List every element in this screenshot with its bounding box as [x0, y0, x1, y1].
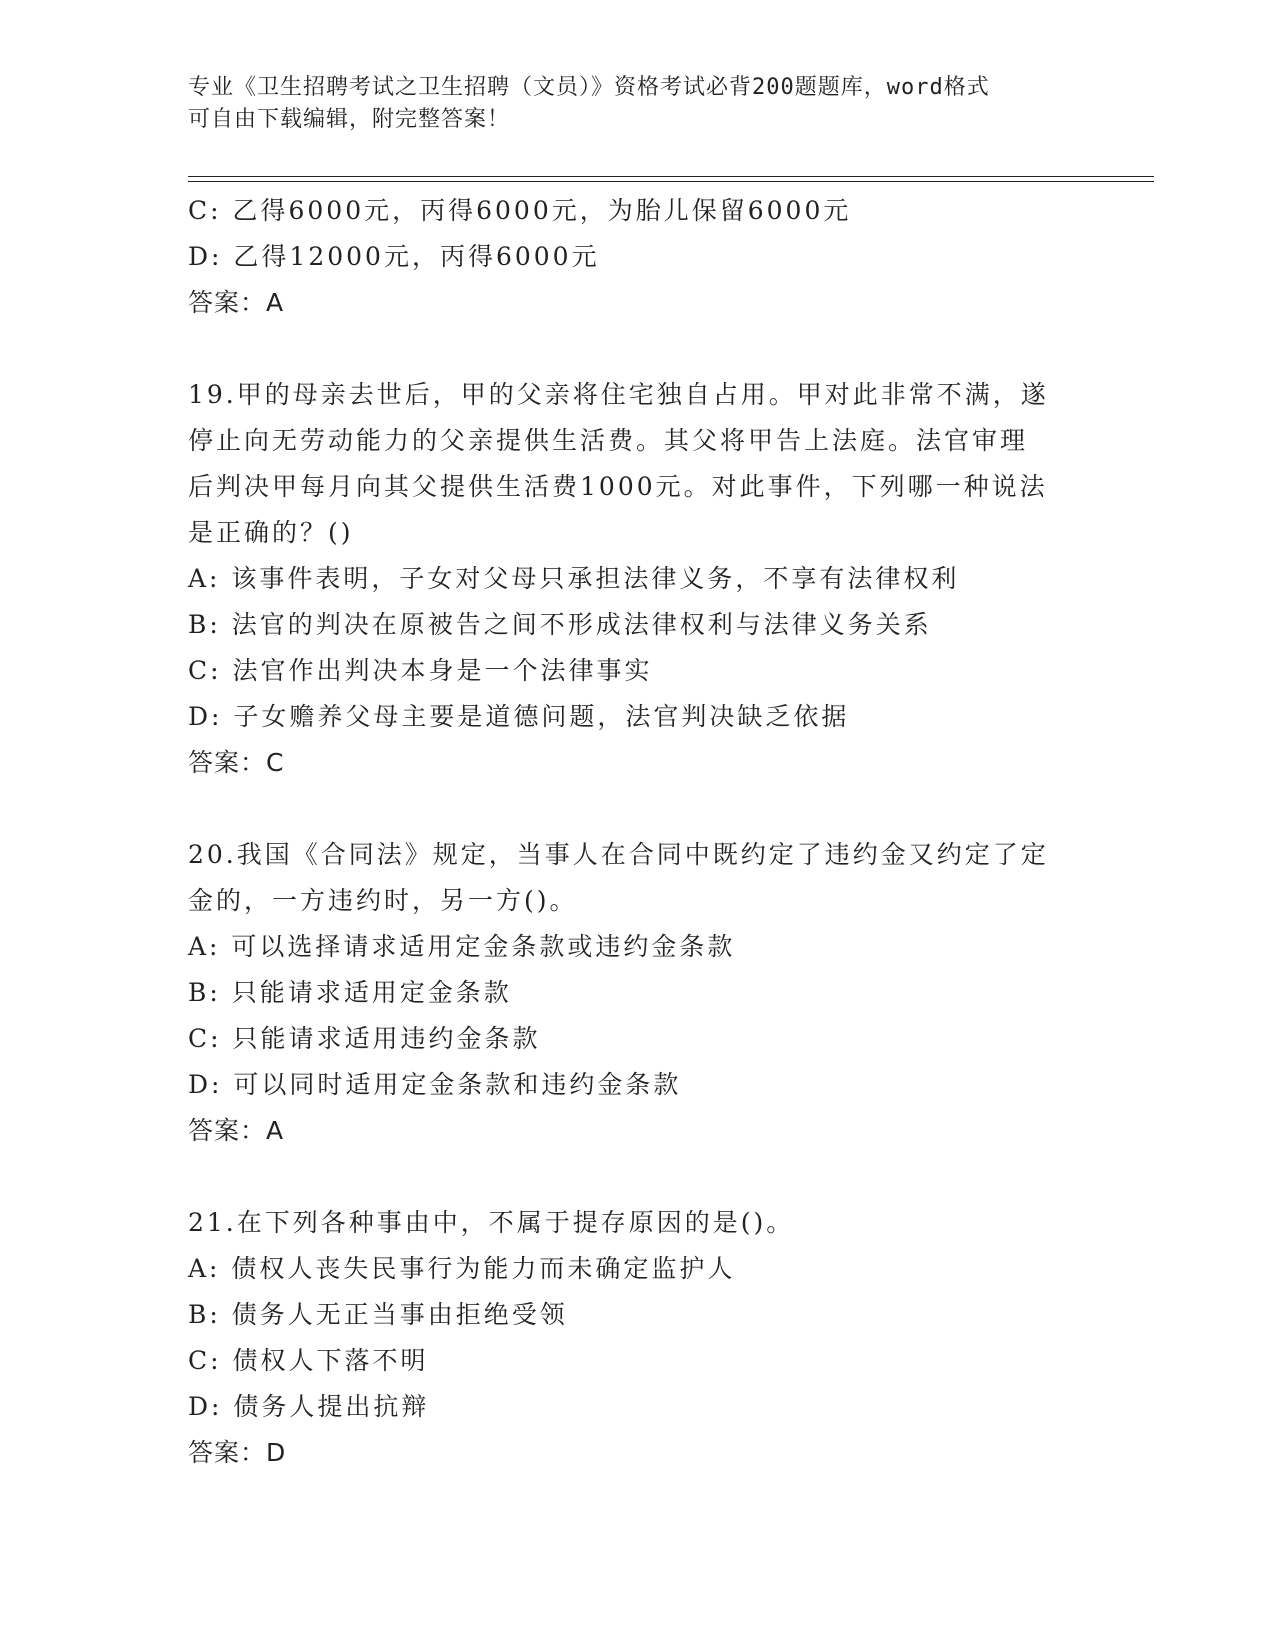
question-text: 是正确的？(): [188, 518, 354, 547]
option-b: B: 只能请求适用定金条款: [188, 978, 512, 1007]
spacer: [188, 326, 1088, 372]
header-rule-bottom: [188, 181, 1154, 182]
header-rule-top: [188, 176, 1154, 177]
continued-question: [188, 188, 1088, 326]
option-d: D: 乙得12000元，丙得6000元: [188, 242, 600, 271]
answer: 答案：A: [188, 288, 285, 317]
spacer: [188, 786, 1088, 832]
option-b: B: 法官的判决在原被告之间不形成法律权利与法律义务关系: [188, 610, 932, 639]
option-a: A: 债权人丧失民事行为能力而未确定监护人: [188, 1254, 736, 1283]
question-text: 停止向无劳动能力的父亲提供生活费。其父将甲告上法庭。法官审理: [188, 426, 1029, 455]
option-c: C: 债权人下落不明: [188, 1346, 429, 1375]
option-d: D: 可以同时适用定金条款和违约金条款: [188, 1070, 682, 1099]
question-19: [188, 372, 1088, 786]
question-text: 20.我国《合同法》规定，当事人在合同中既约定了违约金又约定了定: [188, 840, 1049, 869]
header-line-1: 专业《卫生招聘考试之卫生招聘（文员）》资格考试必背200题题库，word格式: [188, 75, 990, 100]
option-a: A: 可以选择请求适用定金条款或违约金条款: [188, 932, 736, 961]
question-text: 后判决甲每月向其父提供生活费1000元。对此事件，下列哪一种说法: [188, 472, 1048, 501]
option-a: A: 该事件表明，子女对父母只承担法律义务，不享有法律权利: [188, 564, 960, 593]
option-c: C: 乙得6000元，丙得6000元，为胎儿保留6000元: [188, 196, 852, 225]
document-body: [188, 188, 1088, 1476]
header-line-2: 可自由下载编辑，附完整答案！: [188, 107, 511, 132]
question-text: 金的，一方违约时，另一方()。: [188, 886, 578, 915]
answer: 答案：D: [188, 1438, 287, 1467]
option-b: B: 债务人无正当事由拒绝受领: [188, 1300, 568, 1329]
question-21: [188, 1200, 1088, 1476]
answer: 答案：A: [188, 1116, 285, 1145]
answer: 答案：C: [188, 748, 285, 777]
document-header: [188, 72, 1088, 136]
option-c: C: 法官作出判决本身是一个法律事实: [188, 656, 653, 685]
question-text: 21.在下列各种事由中，不属于提存原因的是()。: [188, 1208, 795, 1237]
question-text: 19.甲的母亲去世后，甲的父亲将住宅独自占用。甲对此非常不满，遂: [188, 380, 1049, 409]
option-c: C: 只能请求适用违约金条款: [188, 1024, 541, 1053]
question-20: [188, 832, 1088, 1154]
option-d: D: 债务人提出抗辩: [188, 1392, 430, 1421]
spacer: [188, 1154, 1088, 1200]
option-d: D: 子女赡养父母主要是道德问题，法官判决缺乏依据: [188, 702, 850, 731]
